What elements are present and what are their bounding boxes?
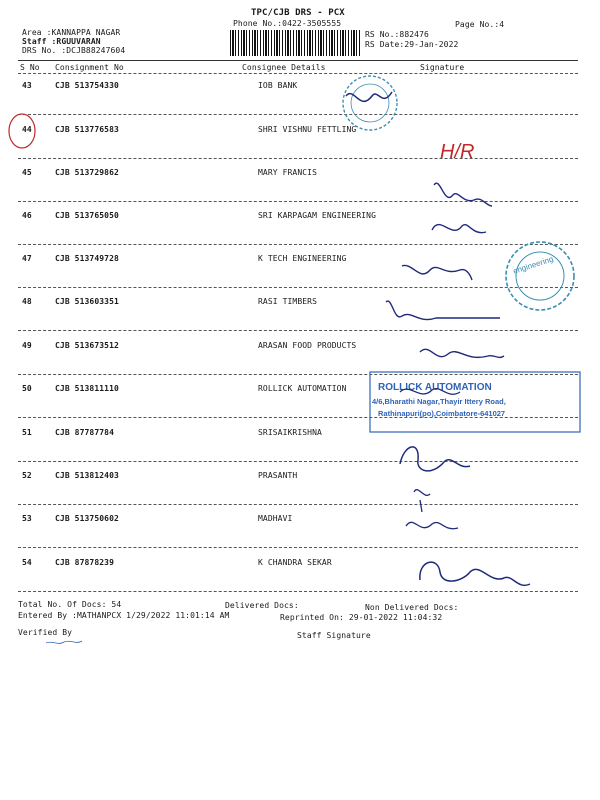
row-sno: 49 xyxy=(22,341,32,350)
row-sno: 51 xyxy=(22,428,32,437)
phone-number: Phone No.:0422-3505555 xyxy=(233,19,342,28)
entered-by: Entered By :MATHANPCX 1/29/2022 11:01:14 AM xyxy=(18,611,230,620)
signature-47 xyxy=(402,265,472,280)
col-consignment: Consignment No xyxy=(55,63,124,72)
row-sno: 46 xyxy=(22,211,32,220)
row-consignee: RASI TIMBERS xyxy=(258,297,317,306)
rollick-stamp xyxy=(370,372,580,432)
rs-date: RS Date:29-Jan-2022 xyxy=(365,40,459,49)
round-stamp-47 xyxy=(506,242,574,310)
verified-by: Verified By xyxy=(18,628,73,637)
verified-by-mark xyxy=(46,641,82,643)
row-consignment: CJB 513673512 xyxy=(55,341,119,350)
row-consignment: CJB 513811110 xyxy=(55,384,119,393)
row-consignment: CJB 513765050 xyxy=(55,211,119,220)
row44-hr-mark: H/R xyxy=(440,141,475,163)
row-sno: 48 xyxy=(22,297,32,306)
rollick-stamp-name: ROLLICK AUTOMATION xyxy=(378,382,492,393)
reprinted-on: Reprinted On: 29-01-2022 11:04:32 xyxy=(280,613,443,622)
row-sno: 53 xyxy=(22,514,32,523)
col-signature: Signature xyxy=(420,63,465,72)
rs-number: RS No.:882476 xyxy=(365,30,429,39)
row44-circle-mark xyxy=(9,114,35,148)
signature-49 xyxy=(420,349,504,357)
total-docs: Total No. Of Docs: 54 xyxy=(18,600,122,609)
signature-51 xyxy=(400,447,470,471)
row-sno: 45 xyxy=(22,168,32,177)
round-stamp-43 xyxy=(343,76,397,130)
row-consignment: CJB 513754330 xyxy=(55,81,119,90)
row-consignment: CJB 513749728 xyxy=(55,254,119,263)
row-consignee: K CHANDRA SEKAR xyxy=(258,558,332,567)
drs-number: DRS No. :DCJB88247604 xyxy=(22,46,126,55)
signature-53 xyxy=(406,522,458,528)
document-title: TPC/CJB DRS - PCX xyxy=(251,8,345,18)
signature-52 xyxy=(414,490,430,512)
row-consignee: SRI KARPAGAM ENGINEERING xyxy=(258,211,376,220)
area-label: Area :KANNAPPA NAGAR xyxy=(22,28,121,37)
row-consignee: K TECH ENGINEERING xyxy=(258,254,347,263)
col-sno: S No xyxy=(20,63,40,72)
signature-48 xyxy=(386,301,500,319)
rollick-stamp-address1: 4/6,Bharathi Nagar,Thayir Ittery Road, xyxy=(372,397,506,406)
row-sno: 44 xyxy=(22,125,32,134)
signature-54 xyxy=(420,562,530,585)
row-consignee: MADHAVI xyxy=(258,514,293,523)
rollick-stamp-address2: Rathinapuri(po),Coimbatore-641027 xyxy=(378,409,506,418)
signature-43 xyxy=(346,92,392,101)
row-sno: 43 xyxy=(22,81,32,90)
row-consignment: CJB 87787784 xyxy=(55,428,114,437)
row-consignment: CJB 513729862 xyxy=(55,168,119,177)
row-consignee: SRISAIKRISHNA xyxy=(258,428,322,437)
staff-signature-label: Staff Signature xyxy=(297,631,371,640)
row-consignee: SHRI VISHNU FETTLING xyxy=(258,125,357,134)
row-sno: 54 xyxy=(22,558,32,567)
row-consignment: CJB 513776583 xyxy=(55,125,119,134)
delivered-docs: Delivered Docs: xyxy=(225,601,299,610)
round-stamp-text: engineering xyxy=(511,254,555,276)
row-consignee: ROLLICK AUTOMATION xyxy=(258,384,347,393)
row-consignee: IOB BANK xyxy=(258,81,298,90)
row-consignment: CJB 513750602 xyxy=(55,514,119,523)
row-sno: 47 xyxy=(22,254,32,263)
row-consignment: CJB 513812403 xyxy=(55,471,119,480)
row-consignee: MARY FRANCIS xyxy=(258,168,317,177)
row-consignment: CJB 87878239 xyxy=(55,558,114,567)
row-consignee: PRASANTH xyxy=(258,471,298,480)
row-consignee: ARASAN FOOD PRODUCTS xyxy=(258,341,357,350)
signature-45 xyxy=(434,183,492,206)
non-delivered-docs: Non Delivered Docs: xyxy=(365,603,459,612)
staff-label: Staff :RGUUVARAN xyxy=(22,37,101,46)
signature-46 xyxy=(432,225,486,233)
col-consignee: Consignee Details xyxy=(242,63,326,72)
row-sno: 50 xyxy=(22,384,32,393)
page-number: Page No.:4 xyxy=(455,20,505,29)
row-sno: 52 xyxy=(22,471,32,480)
row-consignment: CJB 513603351 xyxy=(55,297,119,306)
